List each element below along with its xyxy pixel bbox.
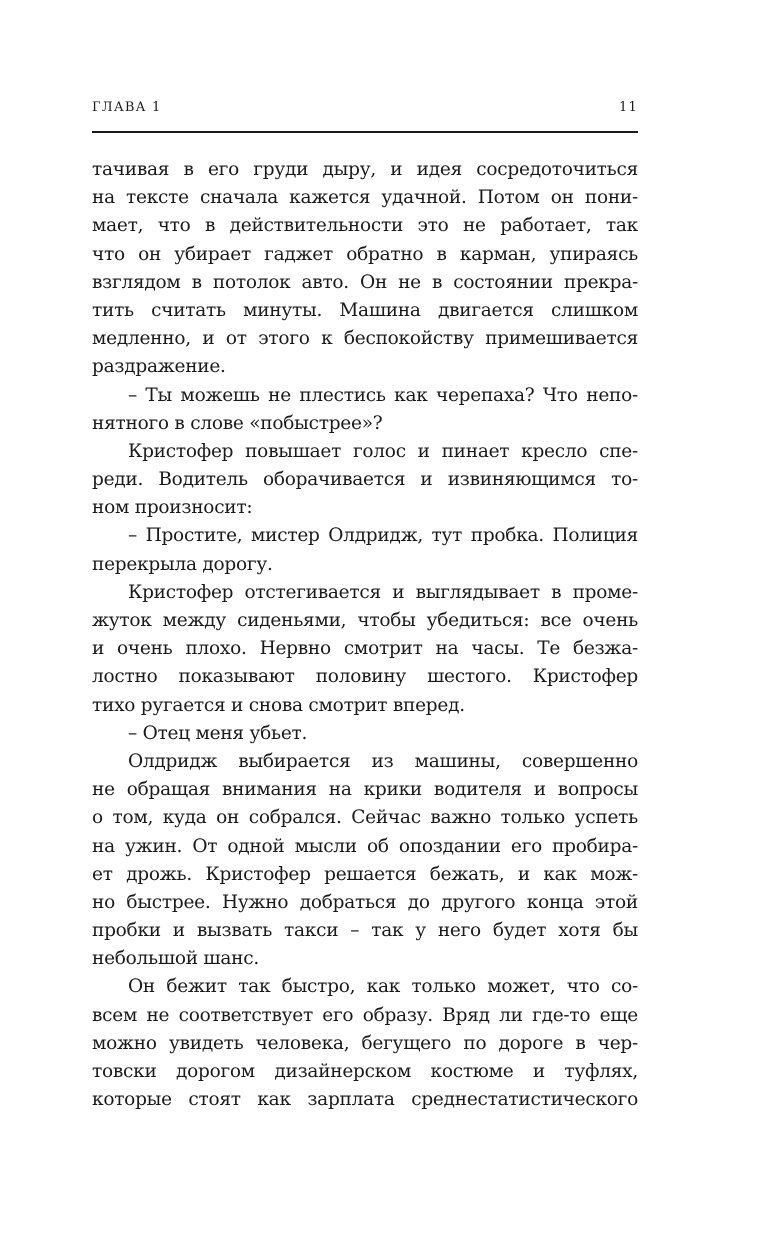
text-line: ном произносит:	[92, 497, 253, 519]
text-line: тачивая в его груди дыру, и идея сосредоточиться	[92, 159, 638, 180]
text-line: медленно, и от этого к беспокойству примешивается	[92, 328, 638, 350]
text-line: взглядом в потолок авто. Он не в состоянии прекра-	[92, 271, 638, 293]
text-line: но быстрее. Нужно добраться до другого конца этой	[92, 891, 638, 913]
text-line: жуток между сиденьями, чтобы убедиться: все очень	[92, 610, 638, 631]
body-text	[92, 156, 638, 1114]
chapter-title: ГЛАВА 1	[92, 100, 162, 115]
text-line: небольшой шанс.	[92, 948, 259, 970]
text-line: не обращая внимания на крики водителя и вопросы	[92, 779, 638, 801]
text-line: всем не соответствует его образу. Вряд ли где-то еще	[92, 1004, 638, 1026]
text-line: нятного в слове «побыстрее»?	[92, 412, 383, 434]
text-line: тихо ругается и снова смотрит вперед.	[92, 694, 465, 716]
text-line: на ужин. От одной мысли об опоздании его пробира-	[92, 835, 638, 857]
text-line: которые стоят как зарплата среднестатистического	[92, 1089, 638, 1111]
running-header	[92, 100, 638, 120]
text-line: лостно показывают половину шестого. Кристофер	[92, 666, 638, 688]
text-line: Олдридж выбирается из машины, совершенно	[128, 750, 638, 772]
text-line: мает, что в действительности это не работает, так	[92, 215, 638, 237]
text-line: можно увидеть человека, бегущего по дороге в чер-	[92, 1032, 638, 1054]
text-line: пробки и вызвать такси – так у него будет хотя бы	[92, 920, 638, 942]
text-line: реди. Водитель оборачивается и извиняющимся то-	[92, 469, 638, 491]
text-line: Кристофер повышает голос и пинает кресло спе-	[128, 440, 638, 462]
text-line: на тексте сначала кажется удачной. Потом он пони-	[92, 187, 638, 209]
text-line: Он бежит так быстро, как только может, что со-	[128, 976, 638, 998]
text-line: и очень плохо. Нервно смотрит на часы. Те безжа-	[92, 638, 638, 660]
text-line: – Ты можешь не плестись как черепаха? Что непо-	[128, 384, 638, 406]
text-line: тить считать минуты. Машина двигается слишком	[92, 299, 638, 321]
text-line: – Отец меня убьет.	[128, 722, 308, 744]
text-line: товски дорогом дизайнерском костюме и туфлях,	[92, 1061, 638, 1082]
text-line: Кристофер отстегивается и выглядывает в проме-	[128, 581, 638, 603]
page-number: 11	[619, 100, 638, 115]
header-rule	[92, 131, 638, 133]
text-line: перекрыла дорогу.	[92, 553, 273, 575]
text-line: что он убирает гаджет обратно в карман, упираясь	[92, 243, 638, 265]
text-line: раздражение.	[92, 356, 226, 378]
text-line: о том, куда он собрался. Сейчас важно только успеть	[92, 807, 638, 829]
text-line: ет дрожь. Кристофер решается бежать, и как мож-	[92, 863, 638, 885]
text-line: – Простите, мистер Олдридж, тут пробка. Полиция	[128, 525, 638, 547]
